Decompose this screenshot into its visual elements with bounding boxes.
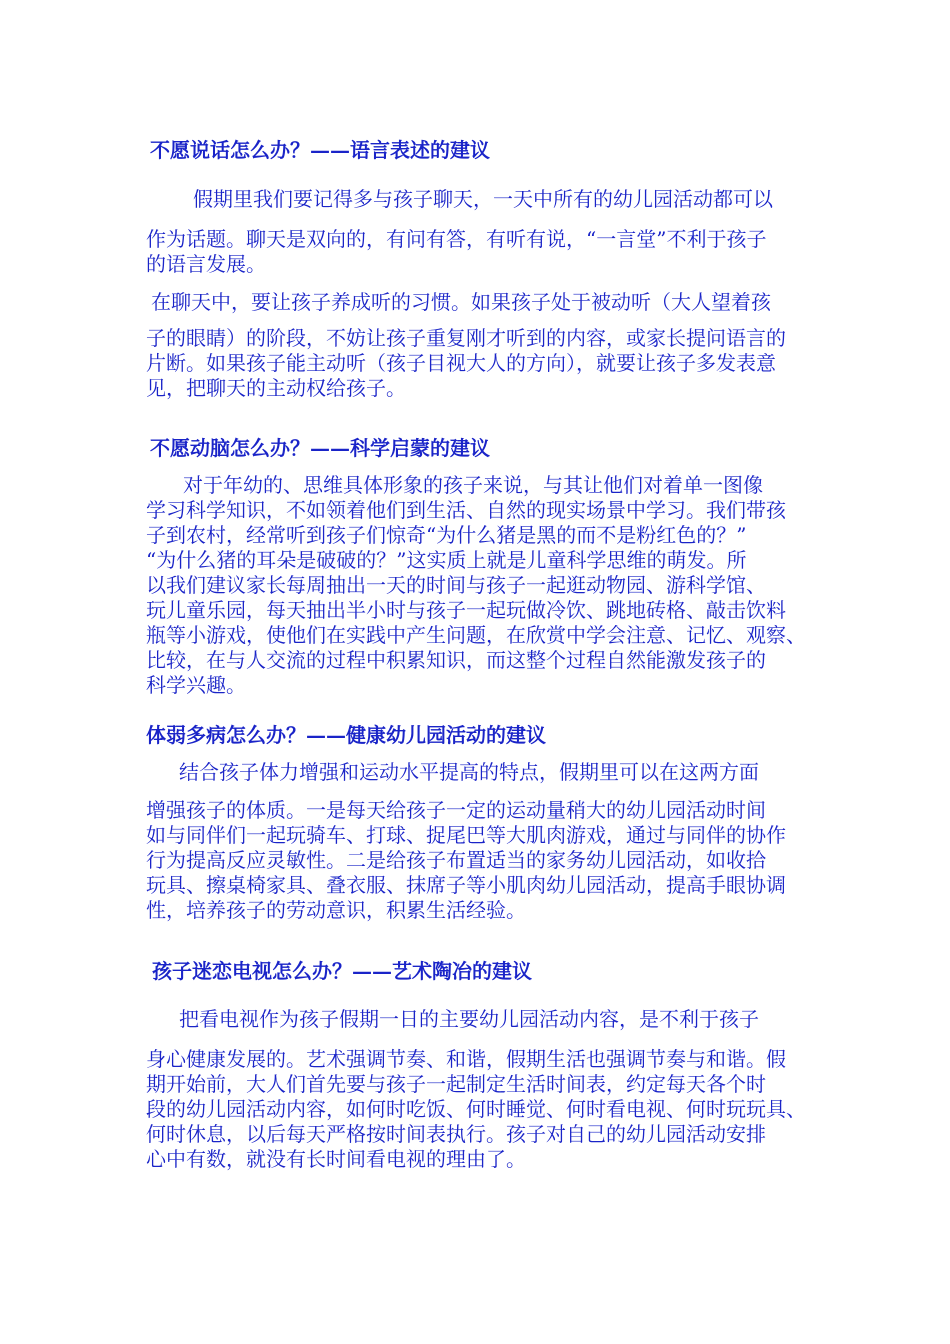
section-heading-science: 不愿动脑怎么办？——科学启蒙的建议	[150, 436, 490, 460]
paragraph-line: 行为提高反应灵敏性。二是给孩子布置适当的家务幼儿园活动，如收拾	[146, 848, 766, 872]
paragraph-line: 把看电视作为孩子假期一日的主要幼儿园活动内容，是不利于孩子	[179, 1007, 759, 1031]
paragraph-line: 性，培养孩子的劳动意识，积累生活经验。	[146, 898, 526, 922]
paragraph-line: 片断。如果孩子能主动听（孩子目视大人的方向），就要让孩子多发表意	[146, 351, 776, 375]
paragraph-line: 见，把聊天的主动权给孩子。	[146, 376, 406, 400]
paragraph-line: 心中有数，就没有长时间看电视的理由了。	[146, 1147, 526, 1171]
paragraph-line: 学习科学知识，不如领着他们到生活、自然的现实场景中学习。我们带孩	[146, 498, 786, 522]
paragraph-line: 增强孩子的体质。一是每天给孩子一定的运动量稍大的幼儿园活动时间	[146, 798, 766, 822]
paragraph-line: 结合孩子体力增强和运动水平提高的特点，假期里可以在这两方面	[179, 760, 759, 784]
paragraph-line: 身心健康发展的。艺术强调节奏、和谐，假期生活也强调节奏与和谐。假	[146, 1047, 786, 1071]
paragraph-line: 子到农村，经常听到孩子们惊奇“为什么猪是黑的而不是粉红色的？”	[146, 523, 747, 547]
paragraph-line: 科学兴趣。	[146, 673, 246, 697]
section-heading-language: 不愿说话怎么办？——语言表述的建议	[150, 138, 490, 162]
paragraph-line: 如与同伴们一起玩骑车、打球、捉尾巴等大肌肉游戏，通过与同伴的协作	[146, 823, 786, 847]
section-heading-art: 孩子迷恋电视怎么办？——艺术陶冶的建议	[152, 959, 532, 983]
paragraph-line: 的语言发展。	[146, 252, 266, 276]
paragraph-line: 比较，在与人交流的过程中积累知识，而这整个过程自然能激发孩子的	[146, 648, 766, 672]
paragraph-line: “为什么猪的耳朵是破破的？”这实质上就是儿童科学思维的萌发。所	[146, 548, 747, 572]
paragraph-line: 玩具、擦桌椅家具、叠衣服、抹席子等小肌肉幼儿园活动，提高手眼协调	[146, 873, 786, 897]
paragraph-line: 对于年幼的、思维具体形象的孩子来说，与其让他们对着单一图像	[183, 473, 763, 497]
paragraph-line: 段的幼儿园活动内容，如何时吃饭、何时睡觉、何时看电视、何时玩玩具、	[146, 1097, 806, 1121]
paragraph-line: 假期里我们要记得多与孩子聊天，一天中所有的幼儿园活动都可以	[193, 187, 773, 211]
paragraph-line: 期开始前，大人们首先要与孩子一起制定生活时间表，约定每天各个时	[146, 1072, 766, 1096]
paragraph-line: 作为话题。聊天是双向的，有问有答，有听有说，“一言堂”不利于孩子	[146, 227, 767, 251]
paragraph-line: 瓶等小游戏，使他们在实践中产生问题，在欣赏中学会注意、记忆、观察、	[146, 623, 806, 647]
paragraph-line: 何时休息，以后每天严格按时间表执行。孩子对自己的幼儿园活动安排	[146, 1122, 766, 1146]
paragraph-line: 在聊天中，要让孩子养成听的习惯。如果孩子处于被动听（大人望着孩	[151, 290, 771, 314]
paragraph-line: 子的眼睛）的阶段，不妨让孩子重复刚才听到的内容，或家长提问语言的	[146, 326, 786, 350]
paragraph-line: 玩儿童乐园，每天抽出半小时与孩子一起玩做冷饮、跳地砖格、敲击饮料	[146, 598, 786, 622]
paragraph-line: 以我们建议家长每周抽出一天的时间与孩子一起逛动物园、游科学馆、	[146, 573, 766, 597]
section-heading-health: 体弱多病怎么办？——健康幼儿园活动的建议	[146, 723, 546, 747]
